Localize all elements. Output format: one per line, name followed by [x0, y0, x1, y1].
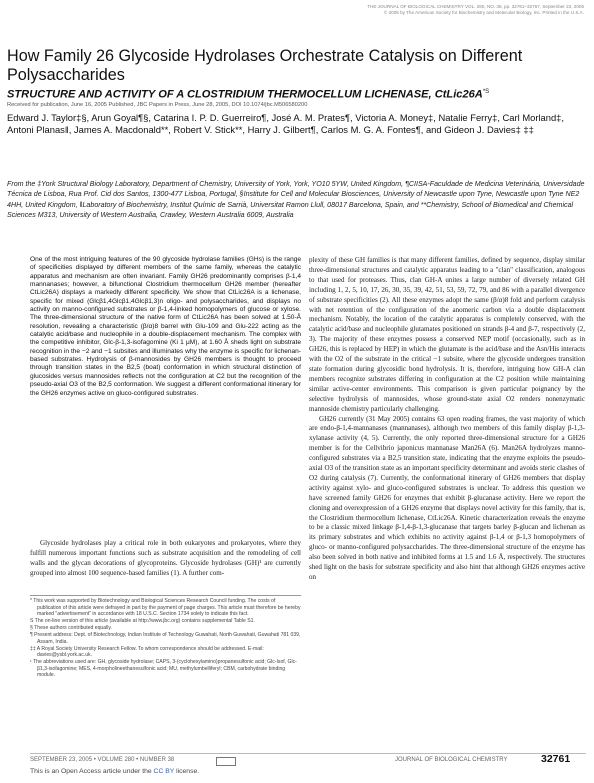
footnote: ¶ Present address: Dept. of Biotechnology, Indian Institute of Technology Guwahati, North Guwahati, Guwahati 781 039, Assam, India. [30, 632, 301, 645]
footnote: ¹ The abbreviations used are: GH, glycoside hydrolase; CAPS, 3-(cyclohexylamino)propanesulfonic acid; Glc-Isof, Glc-β1,3-isofagomine; MES, 4-morpholineethanesulfonic acid; MU, methylumbelliferyl; CBM, carbohydrate binding module. [30, 659, 297, 678]
footnotes [30, 598, 301, 679]
body-paragraph: GH26 currently (31 May 2005) contains 63 open reading frames, the vast majority of which are endo-β-1,4-mannanases (mannanases), although two members of this family display β-1,3-xylanase activity (4, 5). Currently, the only reported three-dimensional structure for a GH26 member is for the Cellvibrio japonicus mannanase Man26A (6). Man26A hydrolyzes manno-configured substrates via a B2,5 transition state, indicating that the enzyme exploits the pseudo-axial O3 of the transition state as an important specificity determinant and avoids steric clashes of O2 during catalysis (7). Currently, the conformational itinerary of GH26 members that display activity against xylo- and gluco-configured substrates is unclear. To address this question we have screened family GH26 for enzymes that exhibit β-glucanase activity. Here we report the cloning and overexpression of a GH26 enzyme that displays novel activity for this family, that is, the Clostridium thermocellum lichenase, CtLic26A. Kinetic characterization reveals the enzyme to be a classic mixed linkage β-1,4-β-1,3-glucanase that targets barley β-glucan and lichenan as its primary substrates and which exhibits no activity against β-1,4 or β-1,3 homopolymers of gluco- or manno-configured polysaccharides. The three-dimensional structure of the enzyme has also been solved in both native and inhibited forms at 1.5 and 1.6 Å, respectively. The structures shed light on the basis for substrate specificity and also hint that although GH26 enzymes active on [309, 414, 585, 581]
footnote: * This work was supported by Biotechnology and Biological Sciences Research Council funding. The costs of publication of this article were defrayed in part by the payment of page charges. This article must therefore be hereby marked "advertisement" in accordance with 18 U.S.C. Section 1734 solely to indicate this fact. [30, 598, 301, 617]
body-paragraph: plexity of these GH families is that many different families, defined by sequence, display similar three-dimensional structures and catalytic apparatus leading to a "clan" classification, analogous to that used for proteases. Thus, clan GH-A unites a large number of diversely related GH including 1, 2, 5, 10, 17, 26, 30, 35, 39, 42, 51, 53, 59, 72, 79, and 86 with a parallel divergence of substrate specificities (2). All these enzymes adopt the same (β/α)8 fold and perform catalysis with net retention of the configuration of the anomeric carbon via a double displacement mechanism. Notably, the location of the catalytic apparatus is completely conserved, with the catalytic acid/base and nucleophile glutamates positioned on strands β-4 and β-7, respectively (2, 3). The majority of these enzymes possess a conserved NEP motif (occasionally, such as in GH26, this is replaced by HEP) in which the glutamate is the acid/base and the Asn/His interacts with the O2 of the substrate in the critical −1 subsite, where the glycoside undergoes transition state formation during glycosidic bond hydrolysis. It is, therefore, intriguing how GH-A clan members recognize substrates differing in configuration at the C2 position while maintaining similar active-center environments. This comparison is given particular poignancy by the selective hydrolysis of mannosides, whose ground-state axial O2 renders nonenzymatic mannoside chemistry particularly challenging. [309, 256, 585, 413]
article-subtitle [7, 86, 587, 102]
author-list: Edward J. Taylor‡§, Arun Goyal¶§, Catarina I. P. D. Guerreiro¶, José A. M. Prates¶, Victoria A. Money‡, Natalie Ferry‡, Carl Morland‡, Antoni Planas‖, James A. Macdonald**, Robert V. Stick**, Harry J. Gilbert¶, Carlos M. G. A. Fontes¶, and Gideon J. Davies‡ ‡‡ [7, 112, 565, 136]
open-access-end: license. [176, 768, 200, 775]
right-column [309, 256, 585, 583]
journal-header [284, 4, 584, 16]
footnote-divider [30, 595, 301, 596]
publisher-logo-icon [216, 757, 236, 766]
article-subtitle-text: STRUCTURE AND ACTIVITY OF A CLOSTRIDIUM THERMOCELLUM LICHENASE, CtLic26A [7, 88, 483, 101]
open-access-text: This is an Open Access article under the [30, 768, 152, 775]
received-line: Received for publication, June 16, 2005 Published, JBC Papers in Press, June 28, 2005, DOI 10.1074/jbc.M506580200 [7, 102, 308, 108]
open-access-note [30, 768, 199, 775]
footnote: § These authors contributed equally. [30, 625, 112, 631]
footer-issue-date: SEPTEMBER 23, 2005 • VOLUME 280 • NUMBER 38 [30, 757, 175, 763]
article-title: How Family 26 Glycoside Hydrolases Orchestrate Catalysis on Different Polysaccharides [7, 47, 523, 84]
article-subtitle-mark: *S [482, 89, 490, 95]
license-link[interactable]: CC BY [153, 768, 175, 775]
abstract: One of the most intriguing features of the 90 glycoside hydrolase families (GHs) is the range of specificities displayed by different members of the same family, whereas the catalytic apparatus and mechanism are often invariant. Family GH26 predominantly comprises β-1,4 mannanases; however, a bifunctional Clostridium thermocellum GH26 member (hereafter CtLic26A) displays a markedly different specificity. We show that CtLic26A is a lichenase, specific for mixed (Glcβ1,4Glcβ1,4Glcβ1,3)n oligo- and polysaccharides, and displays no activity on manno-configured substrates or β-1,4-linked homopolymers of glucose or xylose. The three-dimensional structure of the native form of CtLic26A has been solved at 1.50-Å resolution, revealing a characteristic (β/α)8 barrel with Glu-109 and Glu-222 acting as the catalytic acid/base and nucleophile in a double-displacement mechanism. The complex with the competitive inhibitor, Glc-β-1,3-isofagomine (Ki 1 μM), at 1.60 Å sheds light on substrate recognition in the −2 and −1 subsites and illuminates why the enzyme is specific for lichenan-based substrates. Hydrolysis of β-mannosides by GH26 members is thought to proceed through transition states in the B2,5 (boat) conformation in which structural distinction of glucosides versus mannosides reflects not the configuration at C2 but the recognition of the pseudo-axial O3 of the B2,5 conformation. We suggest a different conformational itinerary for the GH26 enzymes active on gluco-configured substrates. [30, 256, 301, 397]
footer-divider [30, 753, 586, 754]
journal-header-line2: © 2005 by The American Society for Biochemistry and Molecular Biology, Inc. Printed in the U.S.A. [383, 10, 584, 15]
page-number: 32761 [541, 753, 571, 765]
footnote: S The on-line version of this article (available at http://www.jbc.org) contains supplemental Table S1. [30, 618, 255, 624]
footnote: ‡‡ A Royal Society University Research Fellow. To whom correspondence should be addressed. E-mail: davies@ysbl.york.ac.uk. [30, 645, 264, 658]
footer-journal-name: JOURNAL OF BIOLOGICAL CHEMISTRY [395, 757, 508, 763]
affiliations: From the ‡York Structural Biology Laboratory, Department of Chemistry, University of York, York, YO10 5YW, United Kingdom, ¶CIISA-Faculdade de Medicina Veterinária, Universidade Técnica de Lisboa, Rua Prof. Cid dos Santos, 1300-477 Lisboa, Portugal, §Institute for Cell and Molecular Biosciences, University of Newcastle upon Tyne, Newcastle upon Tyne NE2 4HH, United Kingdom, ‖Laboratory of Biochemistry, Institut Químic de Sarrià, Universitat Ramon Llull, 08017 Barcelona, Spain, and **Chemistry, School of Biomedical and Chemical Sciences M313, University of Western Australia, Crawley, Western Australia 6009, Australia [7, 180, 585, 219]
intro-paragraph: Glycoside hydrolases play a critical role in both eukaryotes and prokaryotes, where they fulfill numerous important functions such as substrate acquisition and the remodeling of cell walls and the glycan decorations of glycoproteins. Glycoside hydrolases (GH)¹ are currently grouped into almost 100 sequence-based families (1). A further com- [30, 539, 301, 577]
journal-header-line1: THE JOURNAL OF BIOLOGICAL CHEMISTRY VOL. 280, NO. 38, pp. 32761–32767, September 23, 2005 [367, 4, 584, 9]
